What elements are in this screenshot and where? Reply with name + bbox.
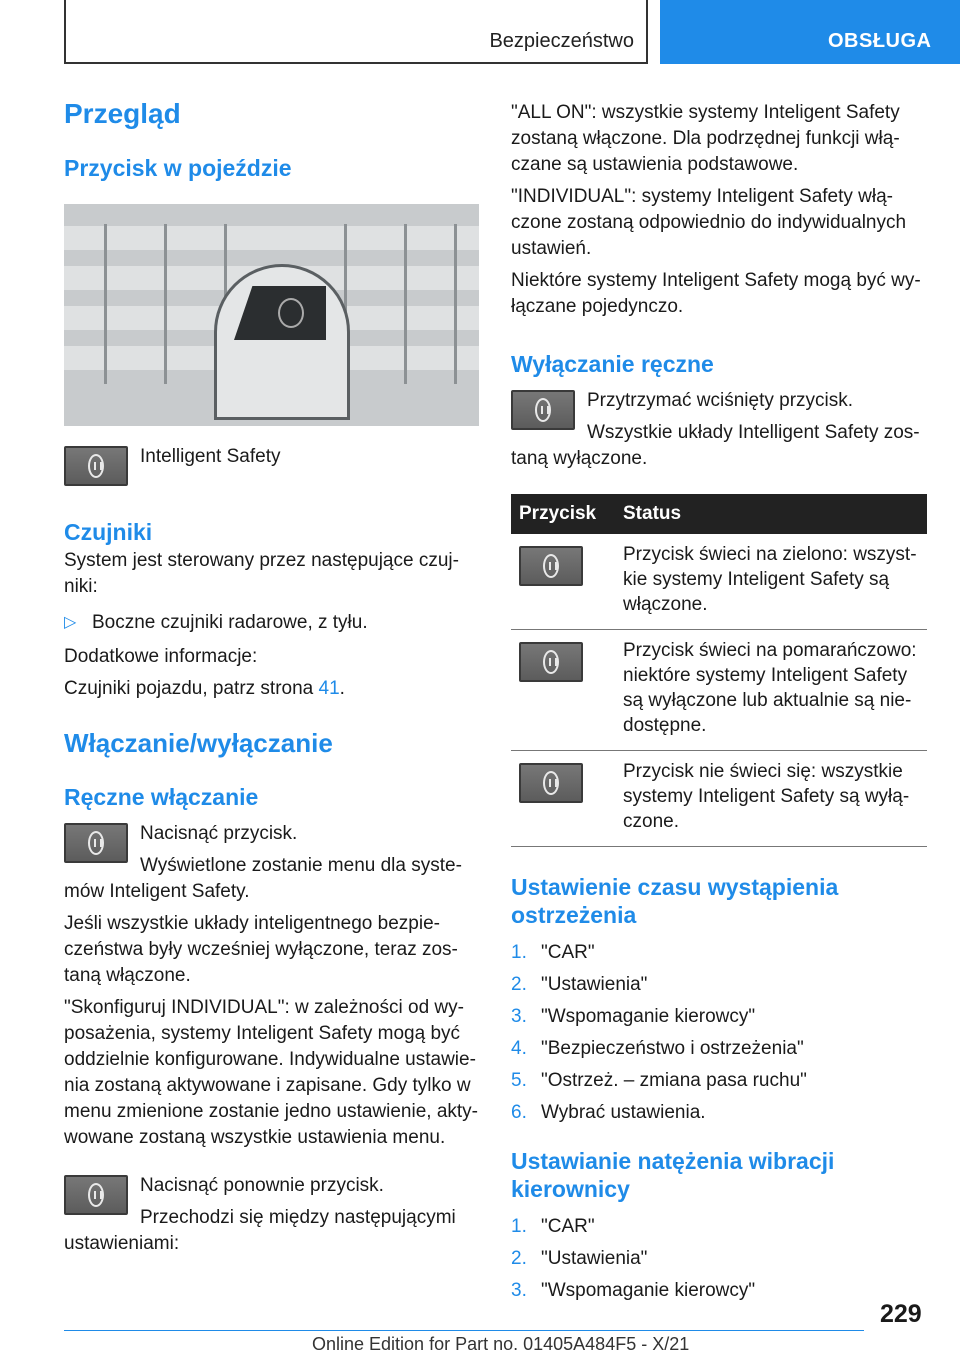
chapter-tab	[660, 0, 960, 64]
all-off-note: Jeśli wszystkie układy inteligentnego bezpie-czeństwa były wcześniej wyłączone, teraz zos-taną włączone.	[64, 913, 458, 986]
step-text: "Ustawienia"	[541, 1248, 648, 1269]
step-number: 4.	[511, 1038, 527, 1059]
list-item	[64, 610, 479, 636]
list-item	[511, 937, 926, 969]
press-button-text: Nacisnąć przycisk.	[140, 823, 298, 844]
step-text: Wybrać ustawienia.	[541, 1102, 706, 1123]
step-text: "Wspomaganie kierowcy"	[541, 1006, 756, 1027]
vibration-heading: Ustawianie natężenia wibracji kierownicy	[511, 1148, 835, 1202]
more-info-label: Dodatkowe informacje:	[64, 646, 258, 667]
footer-edition: Online Edition for Part no. 01405A484F5 - X/21	[312, 1334, 690, 1354]
table-cell-status: Przycisk świeci na pomarańczowo: niektóre systemy Inteligent Safety są wyłączone lub aktualnie są nie-dostępne.	[615, 630, 927, 751]
page-number: 229	[880, 1300, 922, 1328]
running-header-frame	[64, 0, 648, 64]
table-header-status: Status	[615, 494, 927, 534]
list-item	[511, 1243, 926, 1275]
button-green-icon	[519, 546, 583, 586]
sensors-reference: Czujniki pojazdu, patrz strona 41.	[64, 678, 345, 699]
all-off-text: Wszystkie układy Intelligent Safety zos-taną wyłączone.	[511, 422, 920, 469]
status-table	[511, 494, 927, 847]
timing-heading: Ustawienie czasu wystąpienia ostrzeżenia	[511, 874, 839, 928]
all-on-text: "ALL ON": wszystkie systemy Inteligent Safety zostaną włączone. Dla podrzędnej funkcji włą-czane są ustawienia podstawowe.	[511, 102, 900, 175]
intelligent-safety-button-icon	[64, 1175, 128, 1215]
subheading-button-in-vehicle: Przycisk w pojeździe	[64, 155, 292, 181]
onoff-heading: Włączanie/wyłączanie	[64, 728, 333, 758]
table-header-button: Przycisk	[511, 494, 615, 534]
triangle-bullet-icon: ▷	[64, 614, 77, 631]
step-text: "CAR"	[541, 942, 595, 963]
sensors-bullet-text: Boczne czujniki radarowe, z tyłu.	[92, 612, 368, 633]
step-number: 2.	[511, 1248, 527, 1269]
list-item	[511, 1033, 926, 1065]
table-cell-status: Przycisk świeci na zielono: wszyst-kie systemy Inteligent Safety są włączone.	[615, 534, 927, 630]
safety-button-icon	[278, 298, 304, 328]
step-text: "Ustawienia"	[541, 974, 648, 995]
manual-on-heading: Ręczne włączanie	[64, 784, 259, 810]
footer-rule	[64, 1330, 864, 1331]
list-item	[511, 1001, 926, 1033]
step-number: 6.	[511, 1102, 527, 1123]
step-text: "Wspomaganie kierowcy"	[541, 1280, 756, 1301]
list-item	[511, 969, 926, 1001]
intelligent-safety-button-icon	[511, 390, 575, 430]
step-text: "Ostrzeż. – zmiana pasa ruchu"	[541, 1070, 807, 1091]
step-number: 1.	[511, 1216, 527, 1237]
page-reference-link[interactable]: 41	[318, 678, 340, 699]
step-number: 2.	[511, 974, 527, 995]
press-again-text: Nacisnąć ponownie przycisk.	[140, 1175, 384, 1196]
table-row	[511, 534, 927, 630]
button-orange-icon	[519, 642, 583, 682]
step-number: 1.	[511, 942, 527, 963]
individual-text: "INDIVIDUAL": systemy Inteligent Safety włą-czone zostaną odpowiednio do indywidualnych ustawień.	[511, 186, 907, 259]
icon-caption: Intelligent Safety	[140, 446, 281, 467]
list-item	[511, 1211, 926, 1243]
step-number: 3.	[511, 1280, 527, 1301]
menu-shown-text: Wyświetlone zostanie menu dla syste-mów Inteligent Safety.	[64, 855, 462, 902]
step-number: 5.	[511, 1070, 527, 1091]
sensors-intro: System jest sterowany przez następujące czuj-niki:	[64, 550, 459, 597]
intelligent-safety-button-icon	[64, 446, 128, 486]
table-row	[511, 751, 927, 847]
vehicle-button-photo	[64, 204, 479, 426]
page-title: Przegląd	[64, 98, 181, 129]
configure-note: "Skonfiguruj INDIVIDUAL": w zależności od wy-posażenia, systemy Inteligent Safety mogą być oddzielnie konfigurowane. Indywidualne ustawie-nia zostaną aktywowane i zapisane. Gdy tylko w menu zmienione zostanie jedno ustawienie, akty-wowane zostaną wszystkie ustawienia menu.	[64, 997, 479, 1148]
header-section-title: Bezpieczeństwo	[489, 30, 634, 52]
right-column	[511, 100, 926, 1307]
step-number: 3.	[511, 1006, 527, 1027]
cycle-settings-text: Przechodzi się między następującymi ustawieniami:	[64, 1207, 456, 1254]
intelligent-safety-button-icon	[64, 823, 128, 863]
vibration-steps-list	[511, 1211, 926, 1307]
timing-steps-list	[511, 937, 926, 1129]
list-item	[511, 1097, 926, 1129]
list-item	[511, 1065, 926, 1097]
some-off-text: Niektóre systemy Inteligent Safety mogą być wy-łączane pojedynczo.	[511, 270, 921, 317]
sensors-heading: Czujniki	[64, 519, 153, 545]
hold-button-text: Przytrzymać wciśnięty przycisk.	[587, 390, 854, 411]
list-item	[511, 1275, 926, 1307]
button-off-icon	[519, 763, 583, 803]
table-row	[511, 630, 927, 751]
step-text: "Bezpieczeństwo i ostrzeżenia"	[541, 1038, 804, 1059]
step-text: "CAR"	[541, 1216, 595, 1237]
table-cell-status: Przycisk nie świeci się: wszystkie systemy Inteligent Safety są wyłą-czone.	[615, 751, 927, 847]
left-column	[64, 98, 479, 1257]
manual-off-heading: Wyłączanie ręczne	[511, 351, 714, 377]
header-chapter-title: OBSŁUGA	[828, 30, 932, 52]
